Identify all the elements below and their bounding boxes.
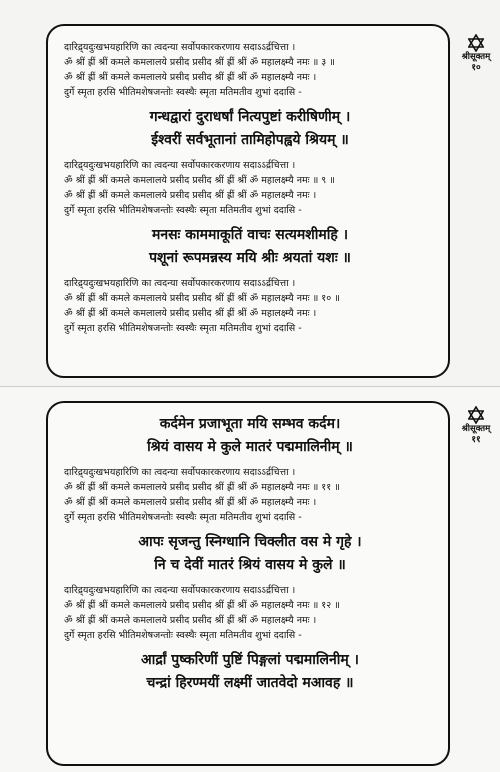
refrain-line: ॐ श्रीं ह्रीं श्रीं कमले कमलालये प्रसीद प्रसीद श्रीं ह्रीं श्रीं ॐ महालक्ष्म्यै नमः ।: [64, 615, 317, 626]
refrain-line: ॐ श्रीं ह्रीं श्रीं कमले कमलालये प्रसीद प्रसीद श्रीं ह्रीं श्रीं ॐ महालक्ष्म्यै नमः ॥ १० ॥: [64, 293, 340, 304]
side-title: श्रीसूक्तम्: [461, 424, 491, 434]
refrain-line: दुर्गे स्मृता हरसि भीतिमशेषजन्तोः स्वस्थैः स्मृता मतिमतीव शुभां ददासि -: [64, 512, 302, 523]
star-of-david-icon: [468, 406, 484, 424]
refrain-line: दुर्गे स्मृता हरसि भीतिमशेषजन्तोः स्वस्थैः स्मृता मतिमतीव शुभां ददासि -: [64, 323, 302, 334]
refrain-line: ॐ श्रीं ह्रीं श्रीं कमले कमलालये प्रसीद प्रसीद श्रीं ह्रीं श्रीं ॐ महालक्ष्म्यै नमः ॥ १२ ॥: [64, 600, 340, 611]
page-bottom: [0, 386, 500, 772]
verse-line: श्रियं वासय मे कुले मातरं पद्ममालिनीम् ॥: [147, 439, 353, 455]
refrain-line: दुर्गे स्मृता हरसि भीतिमशेषजन्तोः स्वस्थैः स्मृता मतिमतीव शुभां ददासि -: [64, 87, 302, 98]
refrain-line: दारिद्र्यदुःखभयहारिणि का त्वदन्या सर्वोपकारकरणाय सदाऽऽर्द्रचित्ता ।: [64, 585, 296, 596]
verse-line: मनसः काममाकूतिं वाचः सत्यमशीमहि ।: [151, 227, 349, 243]
page-number: १०: [471, 63, 481, 73]
verse-line: आर्द्रां पुष्करिणीं पुष्टिं पिङ्गलां पद्ममालिनीम् ।: [141, 652, 359, 668]
refrain-line: दुर्गे स्मृता हरसि भीतिमशेषजन्तोः स्वस्थैः स्मृता मतिमतीव शुभां ददासि -: [64, 630, 302, 641]
refrain-line: ॐ श्रीं ह्रीं श्रीं कमले कमलालये प्रसीद प्रसीद श्रीं ह्रीं श्रीं ॐ महालक्ष्म्यै नमः ।: [64, 190, 317, 201]
verse-line: नि च देवीं मातरं श्रियं वासय मे कुले ॥: [154, 557, 346, 573]
side-label-top: [456, 34, 496, 74]
verse-line: कर्दमेन प्रजाभूता मयि सम्भव कर्दम।: [159, 416, 341, 432]
refrain-line: ॐ श्रीं ह्रीं श्रीं कमले कमलालये प्रसीद प्रसीद श्रीं ह्रीं श्रीं ॐ महालक्ष्म्यै नमः ।: [64, 308, 317, 319]
verse-line: गन्धद्वारां दुराधर्षां नित्यपुष्टां करीषिणीम् ।: [149, 109, 351, 125]
side-title: श्रीसूक्तम्: [461, 52, 491, 62]
verse-lines-top: [64, 40, 436, 336]
verse-lines-bottom: [64, 413, 436, 695]
text-frame-bottom: [46, 401, 450, 766]
refrain-line: दारिद्र्यदुःखभयहारिणि का त्वदन्या सर्वोपकारकरणाय सदाऽऽर्द्रचित्ता ।: [64, 42, 296, 53]
side-label-bottom: [456, 406, 496, 446]
refrain-line: दारिद्र्यदुःखभयहारिणि का त्वदन्या सर्वोपकारकरणाय सदाऽऽर्द्रचित्ता ।: [64, 160, 296, 171]
refrain-line: ॐ श्रीं ह्रीं श्रीं कमले कमलालये प्रसीद प्रसीद श्रीं ह्रीं श्रीं ॐ महालक्ष्म्यै नमः ॥ ३ ॥: [64, 57, 335, 68]
verse-line: पशूनां रूपमन्नस्य मयि श्रीः श्रयतां यशः ॥: [149, 250, 351, 266]
text-frame-top: [46, 24, 450, 378]
refrain-line: दुर्गे स्मृता हरसि भीतिमशेषजन्तोः स्वस्थैः स्मृता मतिमतीव शुभां ददासि -: [64, 205, 302, 216]
page-number: ११: [471, 435, 481, 445]
refrain-line: ॐ श्रीं ह्रीं श्रीं कमले कमलालये प्रसीद प्रसीद श्रीं ह्रीं श्रीं ॐ महालक्ष्म्यै नमः ॥ ११ ॥: [64, 482, 340, 493]
verse-line: ईश्वरीं सर्वभूतानां तामिहोपह्वये श्रियम् ॥: [151, 132, 349, 148]
refrain-line: ॐ श्रीं ह्रीं श्रीं कमले कमलालये प्रसीद प्रसीद श्रीं ह्रीं श्रीं ॐ महालक्ष्म्यै नमः ।: [64, 497, 317, 508]
star-of-david-icon: [468, 34, 484, 52]
refrain-line: दारिद्र्यदुःखभयहारिणि का त्वदन्या सर्वोपकारकरणाय सदाऽऽर्द्रचित्ता ।: [64, 467, 296, 478]
verse-line: आपः सृजन्तु स्निग्धानि चिक्लीत वस मे गृहे ।: [138, 534, 362, 550]
refrain-line: ॐ श्रीं ह्रीं श्रीं कमले कमलालये प्रसीद प्रसीद श्रीं ह्रीं श्रीं ॐ महालक्ष्म्यै नमः ।: [64, 72, 317, 83]
refrain-line: दारिद्र्यदुःखभयहारिणि का त्वदन्या सर्वोपकारकरणाय सदाऽऽर्द्रचित्ता ।: [64, 278, 296, 289]
refrain-line: ॐ श्रीं ह्रीं श्रीं कमले कमलालये प्रसीद प्रसीद श्रीं ह्रीं श्रीं ॐ महालक्ष्म्यै नमः ॥ ९ ॥: [64, 175, 335, 186]
verse-line: चन्द्रां हिरण्मयीं लक्ष्मीं जातवेदो मआवह ॥: [146, 675, 354, 691]
